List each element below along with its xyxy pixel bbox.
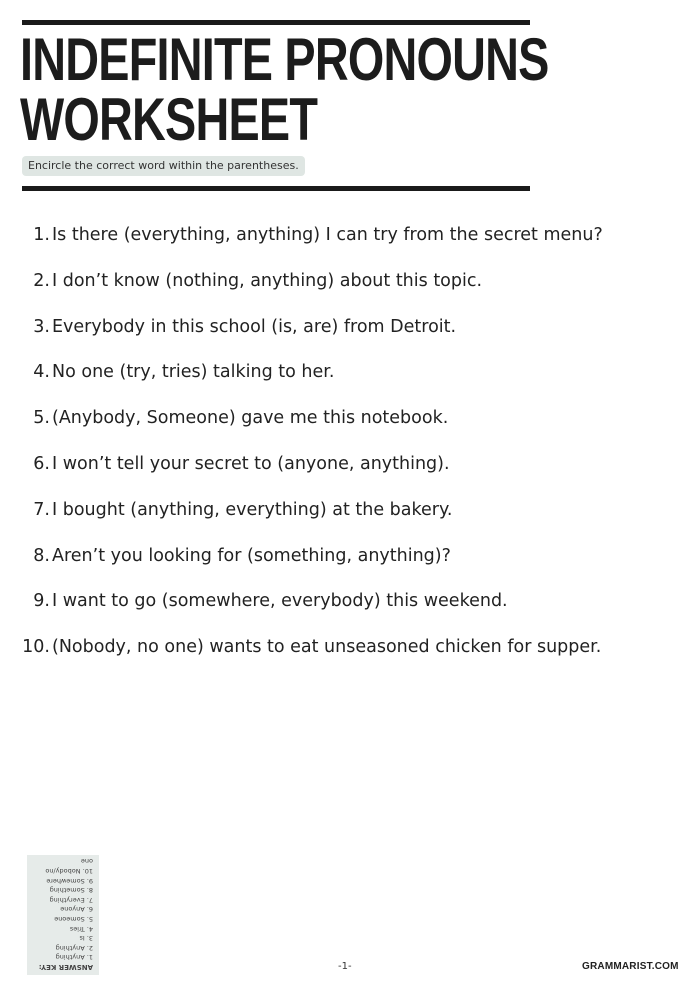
top-rule bbox=[22, 20, 530, 25]
question-number: 10. bbox=[22, 637, 50, 658]
question-item bbox=[0, 584, 508, 618]
answer-item: 5. Someone bbox=[54, 915, 93, 924]
question-item bbox=[0, 493, 452, 527]
answer-item: 9. Somewhere bbox=[46, 876, 93, 885]
answer-item: 8. Something bbox=[49, 886, 93, 895]
question-text: (Nobody, no one) wants to eat unseasoned chicken for supper. bbox=[52, 637, 602, 658]
question-text: Everybody in this school (is, are) from Detroit. bbox=[52, 316, 457, 337]
question-item bbox=[0, 310, 456, 344]
answer-item: 10. Nobody/no one bbox=[45, 857, 93, 876]
question-text: (Anybody, Someone) gave me this notebook. bbox=[52, 408, 449, 429]
question-text: I bought (anything, everything) at the bakery. bbox=[52, 499, 453, 520]
bottom-rule bbox=[22, 186, 530, 191]
page-title bbox=[20, 26, 549, 153]
question-text: No one (try, tries) talking to her. bbox=[52, 362, 335, 383]
page-number: -1- bbox=[338, 961, 352, 972]
question-number: 5. bbox=[33, 408, 50, 429]
question-number: 3. bbox=[33, 316, 50, 337]
answer-item: 4. Tries bbox=[69, 924, 93, 933]
question-item bbox=[0, 630, 601, 664]
question-number: 8. bbox=[33, 545, 50, 566]
question-text: I won’t tell your secret to (anyone, anything). bbox=[52, 454, 450, 474]
answer-key-title: ANSWER KEY: bbox=[38, 963, 93, 971]
title-line-1: INDEFINITE PRONOUNS bbox=[20, 26, 549, 93]
question-item bbox=[0, 355, 334, 389]
answer-key bbox=[27, 855, 99, 975]
answer-item: 3. Is bbox=[79, 934, 93, 943]
question-number: 6. bbox=[33, 454, 50, 474]
answer-item: 6. Anyone bbox=[60, 905, 93, 914]
question-number: 7. bbox=[33, 499, 50, 520]
title-line-2: WORKSHEET bbox=[20, 86, 318, 153]
instruction-label: Encircle the correct word within the parentheses. bbox=[22, 156, 305, 176]
question-text: Is there (everything, anything) I can try from the secret menu? bbox=[52, 225, 603, 245]
question-text: Aren’t you looking for (something, anything)? bbox=[52, 545, 451, 566]
question-text: I want to go (somewhere, everybody) this weekend. bbox=[52, 591, 508, 612]
question-item bbox=[0, 218, 603, 252]
answer-item: 2. Anything bbox=[55, 943, 93, 952]
site-url: GRAMMARIST.COM bbox=[582, 961, 679, 972]
answer-item: 7. Everything bbox=[49, 895, 93, 904]
question-number: 9. bbox=[33, 591, 50, 612]
question-item bbox=[0, 264, 482, 298]
answer-item: 1. Anything bbox=[55, 953, 93, 962]
question-number: 4. bbox=[33, 362, 50, 383]
question-number: 2. bbox=[33, 270, 50, 291]
question-number: 1. bbox=[33, 225, 50, 245]
question-item bbox=[0, 401, 448, 435]
question-item bbox=[0, 539, 451, 573]
question-text: I don’t know (nothing, anything) about this topic. bbox=[52, 270, 483, 291]
question-item bbox=[0, 447, 450, 481]
